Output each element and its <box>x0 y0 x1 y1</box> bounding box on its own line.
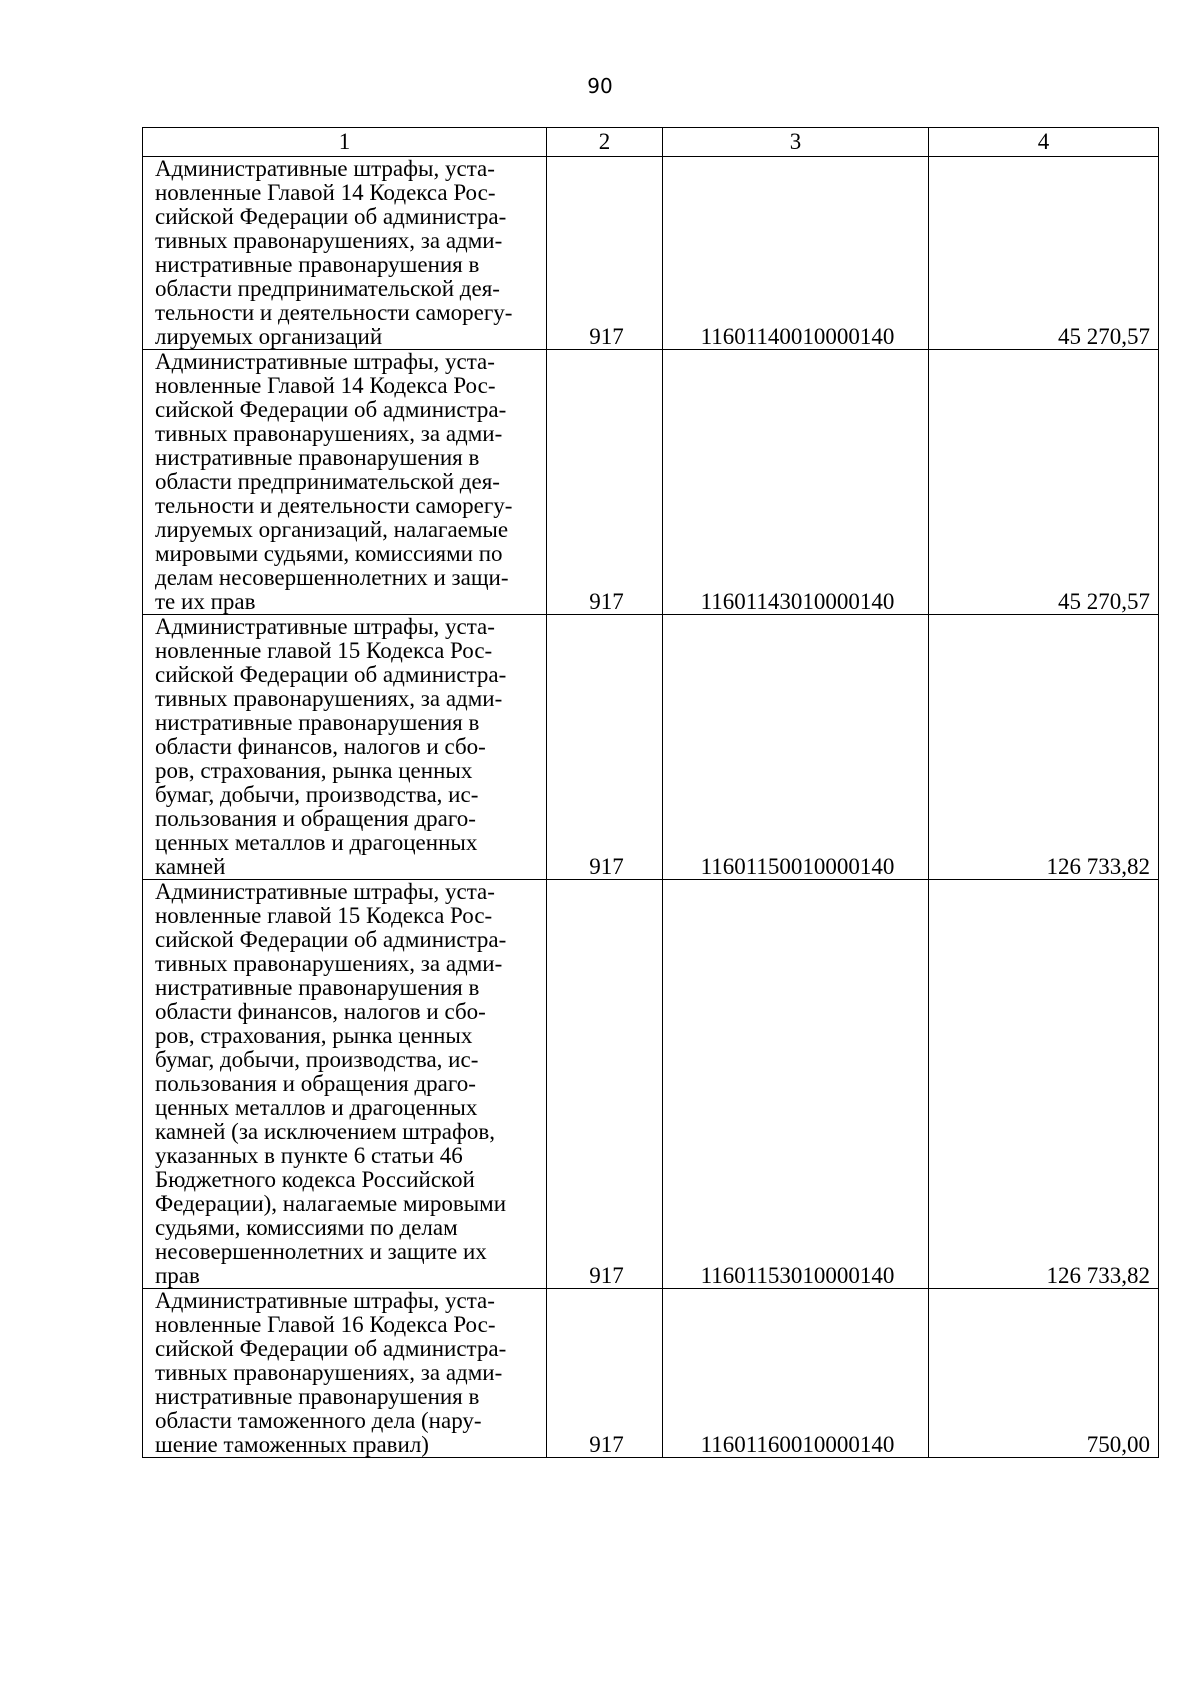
description-line: нистративные правонарушения в <box>155 1384 480 1409</box>
description-line: ров, страхования, рынка ценных <box>155 758 473 783</box>
amount-cell: 750,00 <box>929 1289 1159 1458</box>
description-line: области финансов, налогов и сбо- <box>155 999 486 1024</box>
header-cell-2: 2 <box>547 128 663 157</box>
description-line: Административные штрафы, уста- <box>155 879 495 904</box>
description-line: нистративные правонарушения в <box>155 975 480 1000</box>
revenue-code-cell: 11601143010000140 <box>663 350 929 615</box>
amount-cell: 45 270,57 <box>929 157 1159 350</box>
description-line: области таможенного дела (нару- <box>155 1408 482 1433</box>
description-line: несовершеннолетних и защите их <box>155 1239 487 1264</box>
description-line: лируемых организаций, налагаемые <box>155 517 509 542</box>
description-line: новленные главой 15 Кодекса Рос- <box>155 903 493 928</box>
table-row <box>143 350 1159 615</box>
description-line: тивных правонарушениях, за адми- <box>155 421 503 446</box>
description-line: тивных правонарушениях, за адми- <box>155 951 503 976</box>
description-line: бумаг, добычи, производства, ис- <box>155 1047 479 1072</box>
revenue-code-cell: 11601160010000140 <box>663 1289 929 1458</box>
revenue-description-cell <box>143 615 547 880</box>
revenue-code-cell: 11601150010000140 <box>663 615 929 880</box>
revenue-description-cell <box>143 157 547 350</box>
description-line: сийской Федерации об администра- <box>155 397 507 422</box>
description-line: Административные штрафы, уста- <box>155 349 495 374</box>
description-line: области финансов, налогов и сбо- <box>155 734 486 759</box>
amount-cell: 126 733,82 <box>929 615 1159 880</box>
description-line: Бюджетного кодекса Российской <box>155 1167 475 1192</box>
description-line: тивных правонарушениях, за адми- <box>155 1360 503 1385</box>
revenue-table <box>142 127 1159 1458</box>
description-line: области предпринимательской дея- <box>155 469 500 494</box>
description-line: сийской Федерации об администра- <box>155 1336 507 1361</box>
description-line: мировыми судьями, комиссиями по <box>155 541 503 566</box>
description-line: судьями, комиссиями по делам <box>155 1215 458 1240</box>
description-line: Административные штрафы, уста- <box>155 156 495 181</box>
revenue-code-cell: 11601140010000140 <box>663 157 929 350</box>
description-line: сийской Федерации об администра- <box>155 204 507 229</box>
description-line: нистративные правонарушения в <box>155 710 480 735</box>
revenue-description-cell <box>143 350 547 615</box>
table-row <box>143 615 1159 880</box>
description-line: Административные штрафы, уста- <box>155 1288 495 1313</box>
description-line: те их прав <box>155 589 256 614</box>
description-line: новленные Главой 16 Кодекса Рос- <box>155 1312 496 1337</box>
description-line: пользования и обращения драго- <box>155 806 476 831</box>
description-line: ценных металлов и драгоценных <box>155 1095 478 1120</box>
description-line: пользования и обращения драго- <box>155 1071 476 1096</box>
revenue-description-cell <box>143 1289 547 1458</box>
header-cell-1: 1 <box>143 128 547 157</box>
description-line: новленные главой 15 Кодекса Рос- <box>155 638 493 663</box>
description-line: тивных правонарушениях, за адми- <box>155 686 503 711</box>
header-cell-4: 4 <box>929 128 1159 157</box>
revenue-description-cell <box>143 880 547 1289</box>
header-cell-3: 3 <box>663 128 929 157</box>
description-line: указанных в пункте 6 статьи 46 <box>155 1143 463 1168</box>
description-line: прав <box>155 1263 200 1288</box>
description-line: тивных правонарушениях, за адми- <box>155 228 503 253</box>
page-number: 90 <box>587 74 613 98</box>
table-header-row <box>143 128 1159 157</box>
admin-code-cell: 917 <box>547 350 663 615</box>
description-line: делам несовершеннолетних и защи- <box>155 565 509 590</box>
description-line: сийской Федерации об администра- <box>155 927 507 952</box>
description-line: лируемых организаций <box>155 324 383 349</box>
admin-code-cell: 917 <box>547 615 663 880</box>
description-line: новленные Главой 14 Кодекса Рос- <box>155 180 496 205</box>
description-line: Федерации), налагаемые мировыми <box>155 1191 507 1216</box>
description-line: ров, страхования, рынка ценных <box>155 1023 473 1048</box>
description-line: новленные Главой 14 Кодекса Рос- <box>155 373 496 398</box>
description-line: тельности и деятельности саморегу- <box>155 493 513 518</box>
description-line: камней (за исключением штрафов, <box>155 1119 496 1144</box>
description-line: бумаг, добычи, производства, ис- <box>155 782 479 807</box>
table-row <box>143 1289 1159 1458</box>
description-line: нистративные правонарушения в <box>155 445 480 470</box>
description-line: камней <box>155 854 226 879</box>
admin-code-cell: 917 <box>547 1289 663 1458</box>
description-line: нистративные правонарушения в <box>155 252 480 277</box>
description-line: шение таможенных правил) <box>155 1432 429 1457</box>
revenue-code-cell: 11601153010000140 <box>663 880 929 1289</box>
description-line: тельности и деятельности саморегу- <box>155 300 513 325</box>
table-row <box>143 157 1159 350</box>
admin-code-cell: 917 <box>547 880 663 1289</box>
amount-cell: 126 733,82 <box>929 880 1159 1289</box>
table-row <box>143 880 1159 1289</box>
description-line: ценных металлов и драгоценных <box>155 830 478 855</box>
description-line: области предпринимательской дея- <box>155 276 500 301</box>
description-line: сийской Федерации об администра- <box>155 662 507 687</box>
admin-code-cell: 917 <box>547 157 663 350</box>
description-line: Административные штрафы, уста- <box>155 614 495 639</box>
amount-cell: 45 270,57 <box>929 350 1159 615</box>
table-body <box>143 128 1159 1458</box>
